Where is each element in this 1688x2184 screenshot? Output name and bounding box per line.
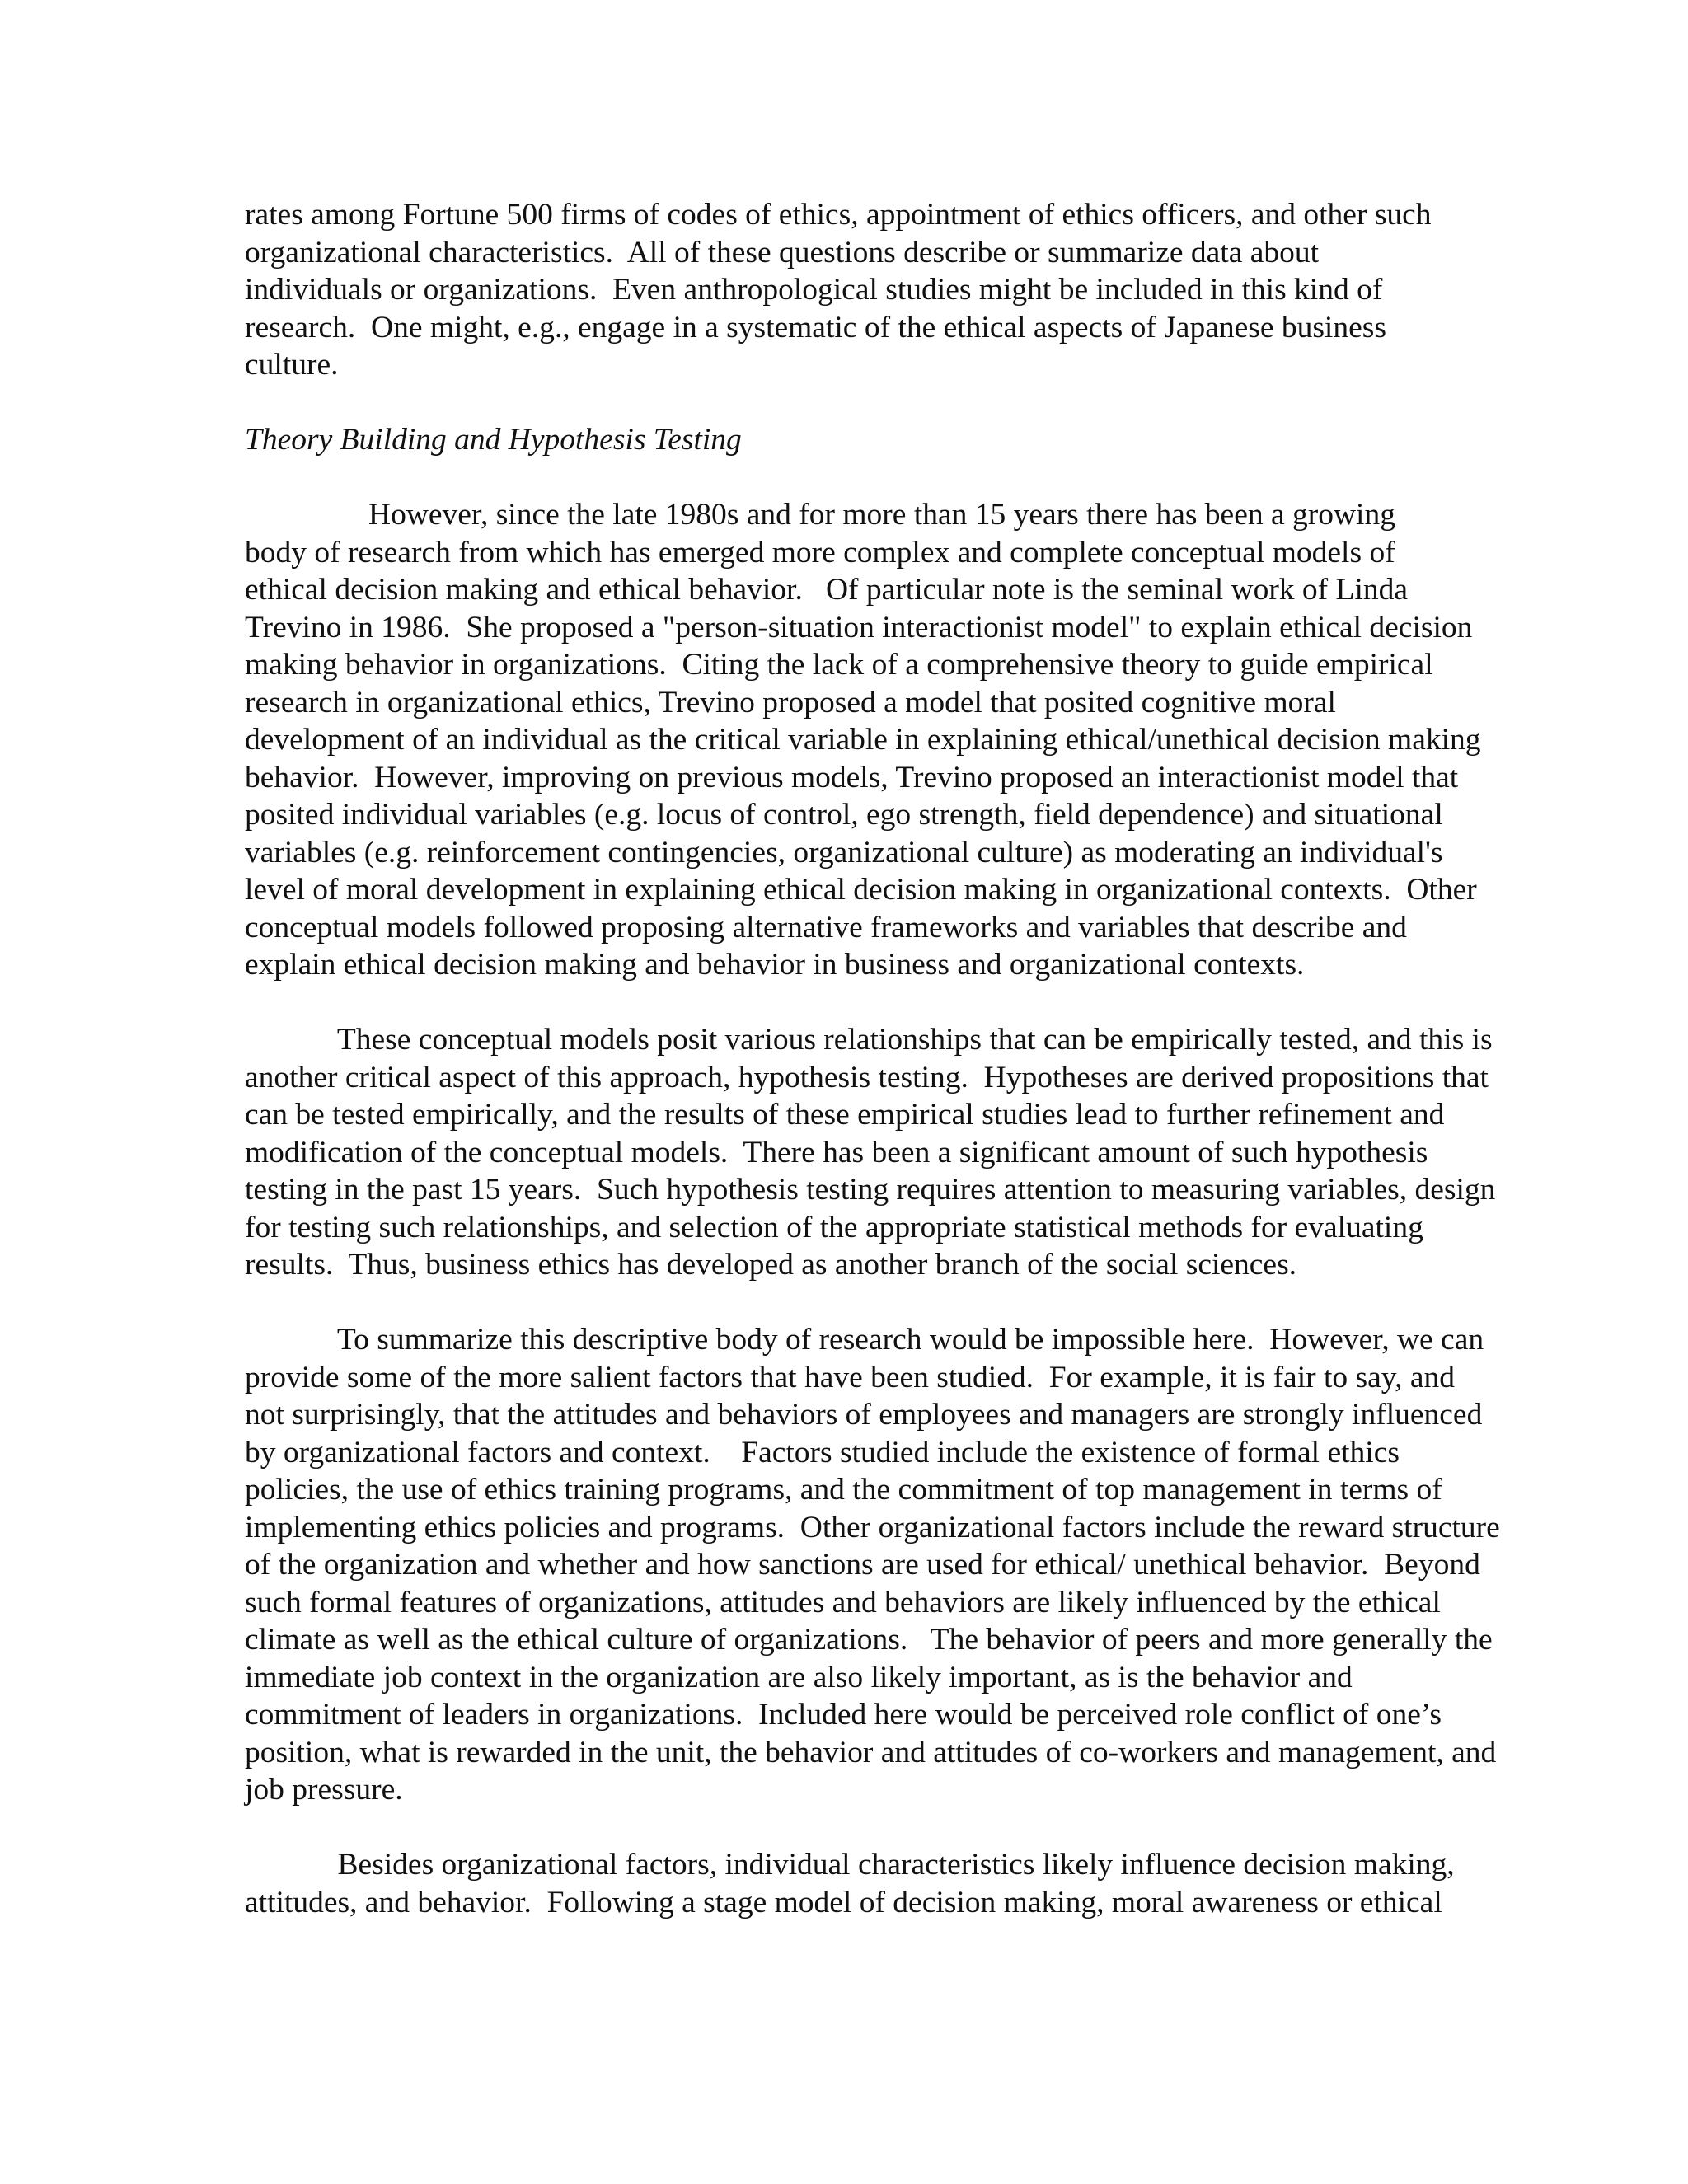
text-line: research. One might, e.g., engage in a systematic of the ethical aspects of Japanese business <box>245 310 1386 344</box>
text-line: can be tested empirically, and the results of these empirical studies lead to further refinement and <box>245 1098 1445 1132</box>
text-line: development of an individual as the critical variable in explaining ethical/unethical decision making <box>245 723 1481 757</box>
text-line: body of research from which has emerged more complex and complete conceptual models of <box>245 535 1395 569</box>
text-line: another critical aspect of this approach, hypothesis testing. Hypotheses are derived propositions that <box>245 1060 1489 1094</box>
text-line: attitudes, and behavior. Following a stage model of decision making, moral awareness or ethical <box>245 1885 1442 1919</box>
text-line: conceptual models followed proposing alternative frameworks and variables that describe and <box>245 910 1407 944</box>
text-line: modification of the conceptual models. There has been a significant amount of such hypothesis <box>245 1135 1428 1169</box>
section-heading: Theory Building and Hypothesis Testing <box>245 423 742 457</box>
text-line: Besides organizational factors, individual characteristics likely influence decision making, <box>245 1848 1455 1882</box>
paragraph-2 <box>245 1021 1564 1284</box>
text-line: behavior. However, improving on previous models, Trevino proposed an interactionist model that <box>245 760 1459 794</box>
text-line: Trevino in 1986. She proposed a "person-situation interactionist model" to explain ethical decision <box>245 610 1473 644</box>
text-line: policies, the use of ethics training programs, and the commitment of top management in terms of <box>245 1473 1442 1507</box>
text-line: not surprisingly, that the attitudes and behaviors of employees and managers are strongly influenced <box>245 1398 1483 1432</box>
text-line: individuals or organizations. Even anthropological studies might be included in this kind of <box>245 273 1383 307</box>
text-line: However, since the late 1980s and for more than 15 years there has been a growing <box>245 498 1395 532</box>
paragraph-4 <box>245 1846 1564 1921</box>
text-line: explain ethical decision making and behavior in business and organizational contexts. <box>245 948 1305 982</box>
text-line: To summarize this descriptive body of research would be impossible here. However, we can <box>245 1323 1484 1357</box>
paragraph-1 <box>245 496 1564 984</box>
text-line: implementing ethics policies and programs. Other organizational factors include the reward structure <box>245 1510 1500 1544</box>
text-line: level of moral development in explaining ethical decision making in organizational contexts. Other <box>245 873 1477 907</box>
text-line: commitment of leaders in organizations. Included here would be perceived role conflict of one’s <box>245 1698 1442 1732</box>
text-line: organizational characteristics. All of these questions describe or summarize data about <box>245 235 1320 269</box>
text-line: research in organizational ethics, Trevino proposed a model that posited cognitive moral <box>245 685 1336 719</box>
text-line: variables (e.g. reinforcement contingencies, organizational culture) as moderating an individual's <box>245 835 1443 869</box>
text-line: testing in the past 15 years. Such hypothesis testing requires attention to measuring variables, design <box>245 1173 1496 1207</box>
text-line: immediate job context in the organization are also likely important, as is the behavior and <box>245 1660 1353 1694</box>
text-line: making behavior in organizations. Citing the lack of a comprehensive theory to guide empirical <box>245 648 1433 682</box>
paragraph-3 <box>245 1321 1564 1809</box>
text-line: culture. <box>245 348 339 382</box>
text-line: climate as well as the ethical culture of organizations. The behavior of peers and more generally the <box>245 1623 1493 1657</box>
text-line: These conceptual models posit various relationships that can be empirically tested, and this is <box>245 1023 1493 1057</box>
text-line: for testing such relationships, and selection of the appropriate statistical methods for evaluating <box>245 1210 1423 1244</box>
text-line: job pressure. <box>245 1773 403 1807</box>
text-line: such formal features of organizations, attitudes and behaviors are likely influenced by the ethical <box>245 1585 1441 1619</box>
intro-paragraph <box>245 196 1564 384</box>
text-line: of the organization and whether and how sanctions are used for ethical/ unethical behavior. Beyond <box>245 1548 1480 1582</box>
text-line: provide some of the more salient factors that have been studied. For example, it is fair to say, and <box>245 1360 1455 1394</box>
text-line: position, what is rewarded in the unit, the behavior and attitudes of co-workers and management, and <box>245 1735 1497 1769</box>
text-line: by organizational factors and context. Factors studied include the existence of formal ethics <box>245 1435 1400 1469</box>
text-line: rates among Fortune 500 firms of codes of ethics, appointment of ethics officers, and other such <box>245 198 1432 232</box>
text-line: ethical decision making and ethical behavior. Of particular note is the seminal work of Linda <box>245 573 1409 607</box>
document-body <box>245 196 1564 1959</box>
text-line: results. Thus, business ethics has developed as another branch of the social sciences. <box>245 1248 1297 1282</box>
text-line: posited individual variables (e.g. locus of control, ego strength, field dependence) and situational <box>245 798 1443 832</box>
